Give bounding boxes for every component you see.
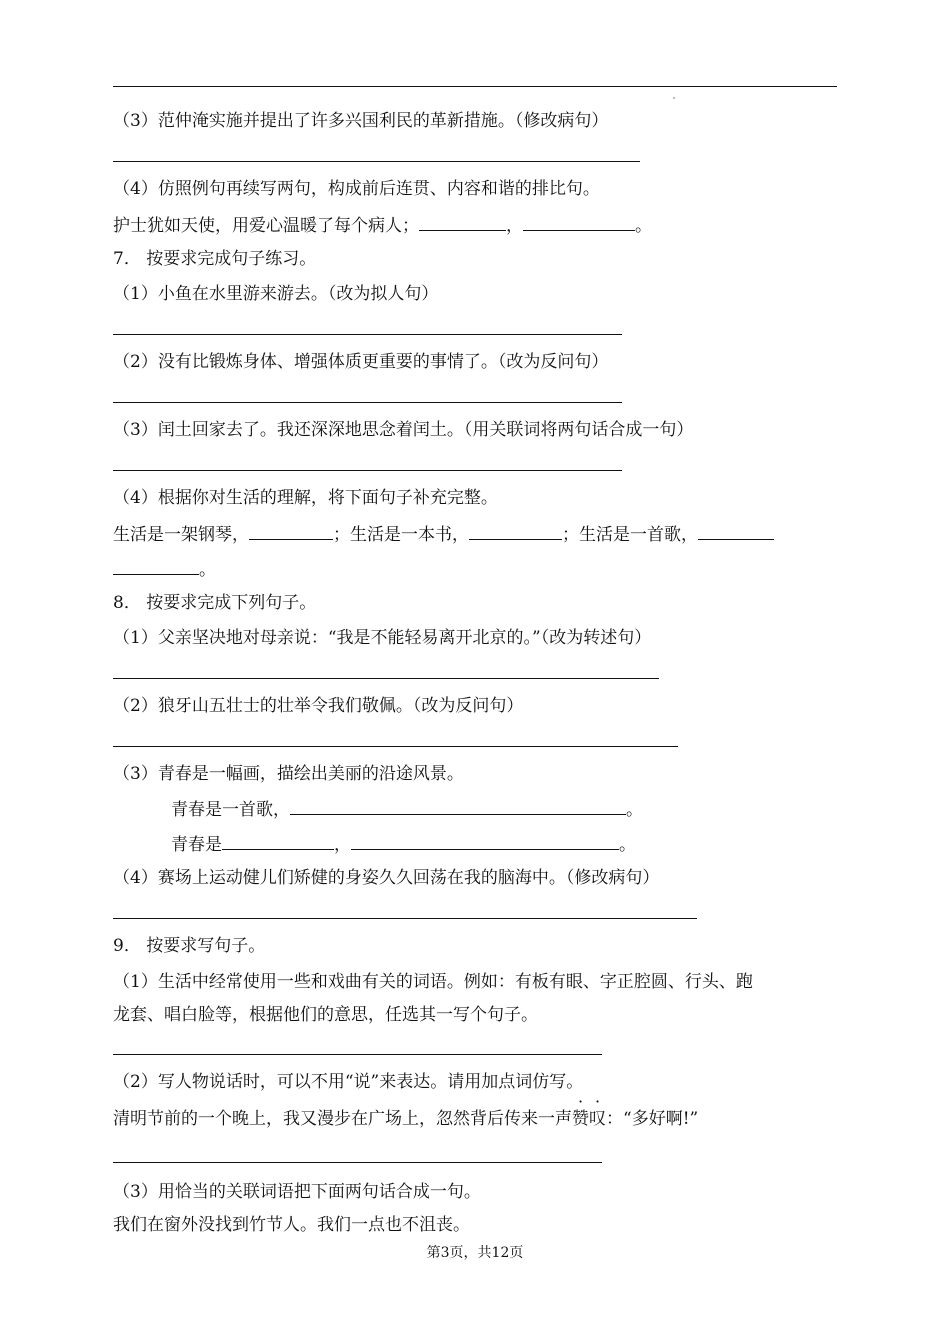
question-6-3: （3）范仲淹实施并提出了许多兴国利民的革新措施。（修改病句）	[113, 111, 609, 131]
fill-blank[interactable]	[249, 523, 333, 540]
prompt-text: 青春是一首歌，	[171, 800, 290, 820]
question-9-2-example	[113, 1108, 698, 1130]
answer-line[interactable]	[113, 334, 622, 335]
punctuation: 。	[626, 800, 643, 820]
fill-blank[interactable]	[523, 214, 635, 231]
answer-line[interactable]	[113, 1054, 602, 1055]
fill-blank[interactable]	[113, 558, 199, 575]
page-number: 第3页，共12页	[426, 1245, 524, 1261]
question-7-heading: 7． 按要求完成句子练习。	[113, 249, 317, 269]
question-8-3: （3）青春是一幅画，描绘出美丽的沿途风景。	[113, 764, 464, 784]
dotted-word: 叹	[589, 1109, 606, 1129]
prompt-text: 青春是	[171, 835, 222, 855]
question-7-4: （4）根据你对生活的理解，将下面句子补充完整。	[113, 488, 498, 508]
example-text: 清明节前的一个晚上，我又漫步在广场上，忽然背后传来一声	[113, 1109, 572, 1129]
question-9-2: （2）写人物说话时，可以不用“说”来表达。请用加点词仿写。	[113, 1072, 584, 1092]
question-9-1-continued: 龙套、唱白脸等，根据他们的意思，任选其一写个句子。	[113, 1005, 538, 1025]
example-text: 护士犹如天使，用爱心温暖了每个病人；	[113, 216, 419, 236]
answer-line[interactable]	[113, 918, 697, 919]
question-8-3-line-1	[171, 798, 643, 821]
question-7-1: （1）小鱼在水里游来游去。（改为拟人句）	[113, 284, 439, 304]
answer-line	[113, 86, 837, 87]
dotted-word: 赞	[572, 1109, 589, 1129]
prompt-text: ；生活是一本书，	[333, 525, 469, 545]
example-text: ：“多好啊!”	[606, 1109, 699, 1129]
question-7-2: （2）没有比锻炼身体、增强体质更重要的事情了。（改为反问句）	[113, 352, 609, 372]
question-6-4-example	[113, 214, 652, 237]
answer-line[interactable]	[113, 746, 678, 747]
question-9-1: （1）生活中经常使用一些和戏曲有关的词语。例如：有板有眼、字正腔圆、行头、跑	[113, 972, 753, 992]
answer-line[interactable]	[113, 678, 659, 679]
fill-blank[interactable]	[469, 523, 562, 540]
question-8-heading: 8． 按要求完成下列句子。	[113, 593, 317, 613]
prompt-text: ；生活是一首歌，	[562, 525, 698, 545]
punctuation: ，	[506, 216, 523, 236]
punctuation: 。	[199, 560, 216, 580]
question-9-heading: 9． 按要求写句子。	[113, 936, 266, 956]
answer-line[interactable]	[113, 470, 622, 471]
fill-blank[interactable]	[419, 214, 506, 231]
scan-mark	[673, 97, 675, 99]
answer-line[interactable]	[113, 402, 622, 403]
question-7-3: （3）闰土回家去了。我还深深地思念着闰土。（用关联词将两句话合成一句）	[113, 420, 694, 440]
question-8-3-line-2	[171, 833, 636, 856]
question-8-1: （1）父亲坚决地对母亲说：“我是不能轻易离开北京的。”（改为转述句）	[113, 628, 652, 648]
question-7-4-prompt	[113, 523, 774, 546]
punctuation: 。	[635, 216, 652, 236]
fill-blank[interactable]	[290, 798, 626, 815]
question-8-4: （4）赛场上运动健儿们矫健的身姿久久回荡在我的脑海中。（修改病句）	[113, 868, 660, 888]
question-7-4-prompt-continued	[113, 558, 216, 581]
answer-line[interactable]	[113, 1162, 602, 1163]
question-9-3: （3）用恰当的关联词语把下面两句话合成一句。	[113, 1182, 481, 1202]
fill-blank[interactable]	[222, 833, 334, 850]
punctuation: ，	[334, 835, 351, 855]
answer-line[interactable]	[113, 161, 640, 162]
question-6-4: （4）仿照例句再续写两句，构成前后连贯、内容和谐的排比句。	[113, 179, 600, 199]
question-8-2: （2）狼牙山五壮士的壮举令我们敬佩。（改为反问句）	[113, 696, 524, 716]
question-9-3-sentences: 我们在窗外没找到竹节人。我们一点也不沮丧。	[113, 1215, 470, 1235]
fill-blank[interactable]	[698, 523, 774, 540]
punctuation: 。	[619, 835, 636, 855]
fill-blank[interactable]	[351, 833, 619, 850]
prompt-text: 生活是一架钢琴，	[113, 525, 249, 545]
